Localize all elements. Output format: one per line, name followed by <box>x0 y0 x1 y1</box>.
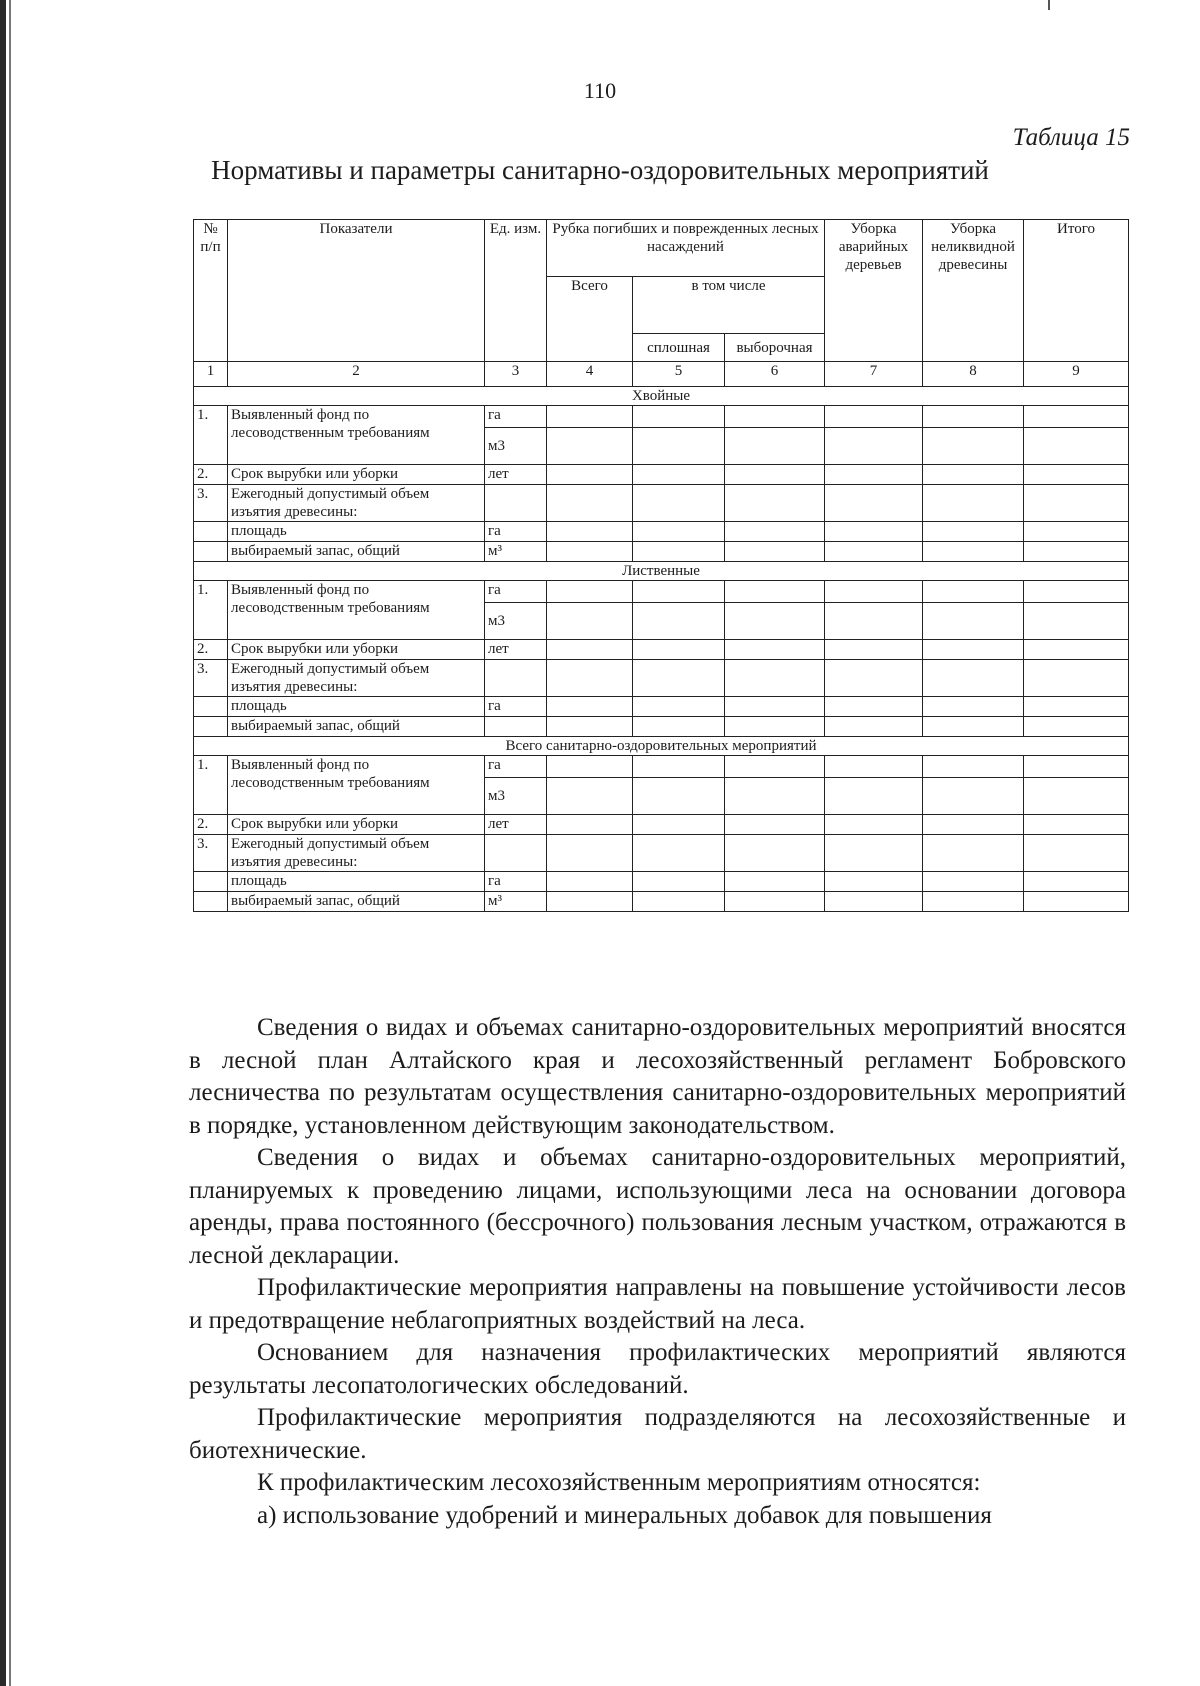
empty-cell <box>825 603 923 640</box>
column-number: 7 <box>825 362 923 387</box>
header-illiquid: Уборка неликвидной древесины <box>923 220 1024 362</box>
table-row <box>194 485 1129 522</box>
empty-cell <box>1024 522 1129 542</box>
empty-cell <box>633 542 725 562</box>
table-row <box>194 465 1129 485</box>
empty-cell <box>923 815 1024 835</box>
row-label: Срок вырубки или уборки <box>228 640 485 660</box>
empty-cell <box>1024 581 1129 603</box>
empty-cell <box>725 872 825 892</box>
empty-cell <box>633 835 725 872</box>
empty-cell <box>825 756 923 778</box>
row-label: выбираемый запас, общий <box>228 892 485 912</box>
empty-cell <box>547 640 633 660</box>
empty-cell <box>633 872 725 892</box>
section-row <box>194 737 1129 756</box>
empty-cell <box>825 660 923 697</box>
empty-cell <box>547 717 633 737</box>
empty-cell <box>725 428 825 465</box>
empty-cell <box>1024 542 1129 562</box>
header-num: № п/п <box>194 220 228 362</box>
empty-cell <box>923 428 1024 465</box>
binding-edge <box>0 0 6 1686</box>
empty-cell <box>633 815 725 835</box>
table-label: Таблица 15 <box>1012 124 1130 151</box>
row-unit: га <box>485 522 547 542</box>
empty-cell <box>1024 756 1129 778</box>
row-number <box>194 872 228 892</box>
empty-cell <box>1024 835 1129 872</box>
row-number: 2. <box>194 465 228 485</box>
column-numbers-row <box>194 362 1129 387</box>
empty-cell <box>825 581 923 603</box>
empty-cell <box>923 717 1024 737</box>
row-unit: га <box>485 406 547 428</box>
paragraph: Сведения о видах и объемах санитарно-оздоровительных мероприятий, планируемых к проведению лицами, использующими леса на основании договора аренды, права постоянного (бессрочного) пользования лесным участком, отражаются в лесной декларации. <box>189 1144 1126 1269</box>
empty-cell <box>633 581 725 603</box>
row-number <box>194 717 228 737</box>
paragraph: Сведения о видах и объемах санитарно-оздоровительных мероприятий вносятся в лесной план Алтайского края и лесохозяйственный регламент Бобровского лесничества по результатам осуществления санитарно-оздоровительных мероприятий в порядке, установленном действующим законодательством. <box>189 1014 1126 1139</box>
row-unit: га <box>485 872 547 892</box>
empty-cell <box>633 485 725 522</box>
empty-cell <box>633 428 725 465</box>
empty-cell <box>923 603 1024 640</box>
column-number: 3 <box>485 362 547 387</box>
row-label: площадь <box>228 872 485 892</box>
table-row <box>194 581 1129 603</box>
empty-cell <box>547 428 633 465</box>
empty-cell <box>923 522 1024 542</box>
empty-cell <box>825 522 923 542</box>
row-number: 2. <box>194 815 228 835</box>
row-unit: м3 <box>485 603 547 640</box>
row-label: Срок вырубки или уборки <box>228 465 485 485</box>
empty-cell <box>725 640 825 660</box>
row-label: Ежегодный допустимый объем изъятия древесины: <box>228 660 485 697</box>
empty-cell <box>923 581 1024 603</box>
empty-cell <box>825 428 923 465</box>
empty-cell <box>725 892 825 912</box>
empty-cell <box>825 892 923 912</box>
binding-edge-line <box>9 0 11 1686</box>
empty-cell <box>923 756 1024 778</box>
empty-cell <box>547 815 633 835</box>
empty-cell <box>547 756 633 778</box>
empty-cell <box>1024 406 1129 428</box>
row-unit: м³ <box>485 892 547 912</box>
empty-cell <box>923 660 1024 697</box>
section-row <box>194 562 1129 581</box>
header-selective: выборочная <box>725 334 825 362</box>
row-label: выбираемый запас, общий <box>228 542 485 562</box>
table-row <box>194 406 1129 428</box>
empty-cell <box>725 815 825 835</box>
empty-cell <box>825 542 923 562</box>
empty-cell <box>725 522 825 542</box>
empty-cell <box>725 603 825 640</box>
empty-cell <box>1024 872 1129 892</box>
table-row <box>194 542 1129 562</box>
empty-cell <box>633 756 725 778</box>
empty-cell <box>923 872 1024 892</box>
table-row <box>194 717 1129 737</box>
section-row <box>194 387 1129 406</box>
empty-cell <box>547 778 633 815</box>
empty-cell <box>923 778 1024 815</box>
empty-cell <box>633 465 725 485</box>
empty-cell <box>923 697 1024 717</box>
empty-cell <box>923 892 1024 912</box>
row-unit: га <box>485 581 547 603</box>
row-unit: м³ <box>485 542 547 562</box>
empty-cell <box>547 697 633 717</box>
row-unit <box>485 485 547 522</box>
row-unit: м3 <box>485 778 547 815</box>
row-number: 3. <box>194 485 228 522</box>
row-number <box>194 892 228 912</box>
empty-cell <box>725 406 825 428</box>
row-unit: лет <box>485 465 547 485</box>
empty-cell <box>1024 778 1129 815</box>
row-label: площадь <box>228 697 485 717</box>
empty-cell <box>633 660 725 697</box>
row-label: Выявленный фонд по лесоводственным требованиям <box>228 581 485 640</box>
empty-cell <box>725 756 825 778</box>
empty-cell <box>633 778 725 815</box>
header-sum: Итого <box>1024 220 1129 362</box>
row-label: Срок вырубки или уборки <box>228 815 485 835</box>
empty-cell <box>923 542 1024 562</box>
table-row <box>194 522 1129 542</box>
empty-cell <box>725 717 825 737</box>
empty-cell <box>633 603 725 640</box>
column-number: 2 <box>228 362 485 387</box>
empty-cell <box>923 640 1024 660</box>
row-unit: м3 <box>485 428 547 465</box>
row-unit: лет <box>485 815 547 835</box>
empty-cell <box>1024 697 1129 717</box>
empty-cell <box>1024 603 1129 640</box>
row-number: 1. <box>194 581 228 640</box>
row-number <box>194 522 228 542</box>
header-unit: Ед. изм. <box>485 220 547 362</box>
empty-cell <box>1024 428 1129 465</box>
header-including: в том числе <box>633 277 825 334</box>
empty-cell <box>725 660 825 697</box>
empty-cell <box>547 892 633 912</box>
column-number: 4 <box>547 362 633 387</box>
header-total: Всего <box>547 277 633 362</box>
column-number: 1 <box>194 362 228 387</box>
empty-cell <box>825 697 923 717</box>
empty-cell <box>825 717 923 737</box>
column-number: 8 <box>923 362 1024 387</box>
empty-cell <box>1024 892 1129 912</box>
empty-cell <box>633 717 725 737</box>
empty-cell <box>825 872 923 892</box>
row-unit <box>485 660 547 697</box>
empty-cell <box>633 640 725 660</box>
empty-cell <box>923 406 1024 428</box>
row-unit: га <box>485 697 547 717</box>
empty-cell <box>547 660 633 697</box>
row-label: площадь <box>228 522 485 542</box>
row-unit <box>485 835 547 872</box>
empty-cell <box>1024 465 1129 485</box>
empty-cell <box>725 697 825 717</box>
empty-cell <box>923 835 1024 872</box>
row-label: Ежегодный допустимый объем изъятия древесины: <box>228 835 485 872</box>
paragraph: Профилактические мероприятия направлены на повышение устойчивости лесов и предотвращение неблагоприятных воздействий на леса. <box>189 1274 1126 1334</box>
empty-cell <box>1024 485 1129 522</box>
row-number <box>194 697 228 717</box>
table-row <box>194 697 1129 717</box>
row-number: 3. <box>194 835 228 872</box>
column-number: 5 <box>633 362 725 387</box>
table-title: Нормативы и параметры санитарно-оздоровительных мероприятий <box>211 155 989 185</box>
header-emergency: Уборка аварийных деревьев <box>825 220 923 362</box>
empty-cell <box>1024 660 1129 697</box>
empty-cell <box>547 581 633 603</box>
paragraph: Основанием для назначения профилактических мероприятий являются результаты лесопатологических обследований. <box>189 1339 1126 1399</box>
page-number: 110 <box>583 78 617 103</box>
empty-cell <box>633 697 725 717</box>
header-felling: Рубка погибших и поврежденных лесных насаждений <box>547 220 825 277</box>
empty-cell <box>633 892 725 912</box>
empty-cell <box>725 835 825 872</box>
row-unit <box>485 717 547 737</box>
header-clear: сплошная <box>633 334 725 362</box>
header-indicators: Показатели <box>228 220 485 362</box>
empty-cell <box>547 835 633 872</box>
table-row <box>194 756 1129 778</box>
empty-cell <box>1024 640 1129 660</box>
empty-cell <box>825 465 923 485</box>
row-label: выбираемый запас, общий <box>228 717 485 737</box>
scan-mark <box>1048 0 1050 10</box>
row-number <box>194 542 228 562</box>
table-row <box>194 640 1129 660</box>
row-unit: лет <box>485 640 547 660</box>
row-number: 1. <box>194 406 228 465</box>
row-number: 3. <box>194 660 228 697</box>
norms-table <box>193 219 1129 912</box>
table-row <box>194 835 1129 872</box>
row-number: 1. <box>194 756 228 815</box>
row-label: Выявленный фонд по лесоводственным требованиям <box>228 756 485 815</box>
empty-cell <box>825 815 923 835</box>
paragraph: Профилактические мероприятия подразделяются на лесохозяйственные и биотехнические. <box>189 1404 1126 1464</box>
empty-cell <box>923 485 1024 522</box>
empty-cell <box>547 406 633 428</box>
section-title: Хвойные <box>194 387 1129 406</box>
empty-cell <box>633 522 725 542</box>
paragraph: а) использование удобрений и минеральных добавок для повышения <box>257 1501 992 1529</box>
empty-cell <box>825 835 923 872</box>
empty-cell <box>725 542 825 562</box>
empty-cell <box>725 581 825 603</box>
paragraph: К профилактическим лесохозяйственным мероприятиям относятся: <box>257 1469 981 1496</box>
empty-cell <box>1024 717 1129 737</box>
body-text <box>189 1012 1126 1532</box>
row-number: 2. <box>194 640 228 660</box>
table-row <box>194 892 1129 912</box>
table-row <box>194 872 1129 892</box>
section-title: Всего санитарно-оздоровительных мероприятий <box>194 737 1129 756</box>
empty-cell <box>547 485 633 522</box>
empty-cell <box>825 485 923 522</box>
table-row <box>194 815 1129 835</box>
table-row <box>194 660 1129 697</box>
column-number: 6 <box>725 362 825 387</box>
empty-cell <box>633 406 725 428</box>
empty-cell <box>1024 815 1129 835</box>
empty-cell <box>547 872 633 892</box>
empty-cell <box>725 465 825 485</box>
empty-cell <box>547 465 633 485</box>
empty-cell <box>725 778 825 815</box>
empty-cell <box>923 465 1024 485</box>
section-title: Лиственные <box>194 562 1129 581</box>
row-label: Ежегодный допустимый объем изъятия древесины: <box>228 485 485 522</box>
row-unit: га <box>485 756 547 778</box>
empty-cell <box>547 522 633 542</box>
empty-cell <box>547 542 633 562</box>
empty-cell <box>547 603 633 640</box>
empty-cell <box>725 485 825 522</box>
empty-cell <box>825 640 923 660</box>
empty-cell <box>825 406 923 428</box>
row-label: Выявленный фонд по лесоводственным требованиям <box>228 406 485 465</box>
column-number: 9 <box>1024 362 1129 387</box>
empty-cell <box>825 778 923 815</box>
